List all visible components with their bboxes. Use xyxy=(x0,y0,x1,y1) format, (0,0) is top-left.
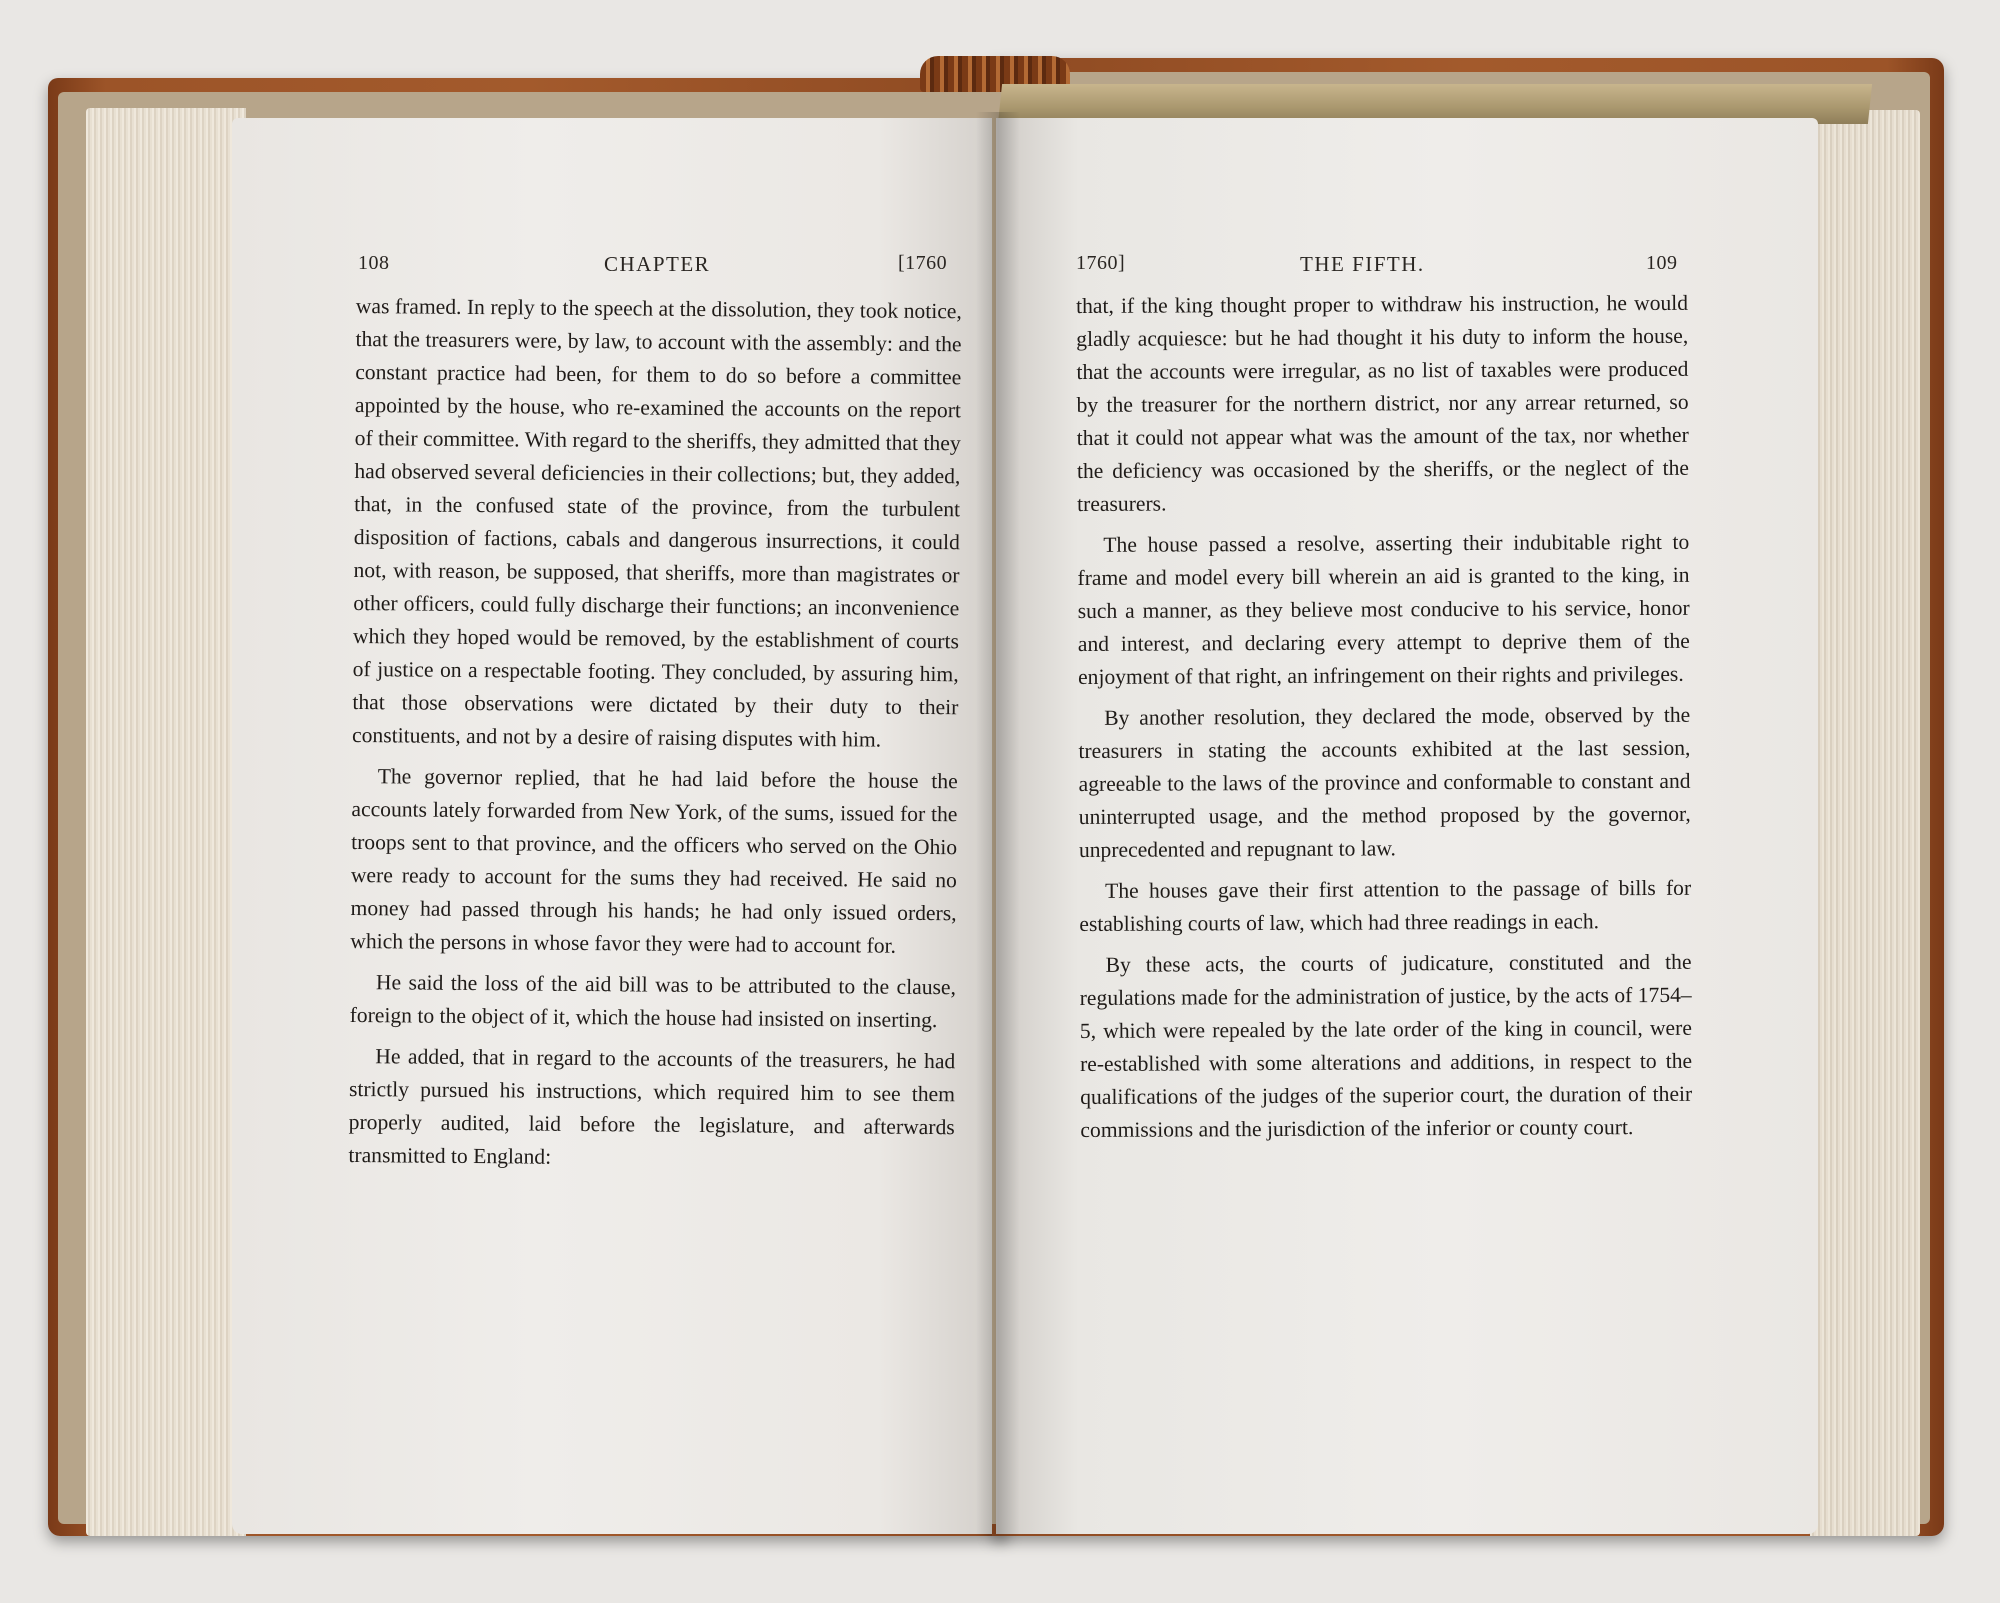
page-edges-right xyxy=(1810,110,1920,1536)
paragraph: By these acts, the courts of judicature, constituted and the regulations made for the administration of justice, by the acts of 1754–5, which were repealed by the late order of the king in council, were re-established with some alterations and additions, in respect to the qualifications of the judges of the superior court, the duration of their commissions and the jurisdiction of the inferior or county court. xyxy=(1079,949,1693,1142)
paragraph: The house passed a resolve, asserting their indubitable right to frame and model every bill wherein an aid is granted to the king, in such a manner, as they believe most conducive to his service, honor and interest, and declaring every attempt to deprive them of the enjoyment of that right, an infringement on their rights and privileges. xyxy=(1077,529,1690,689)
paragraph: was framed. In reply to the speech at the dissolution, they took notice, that the treasurers were, by law, to account with the assembly: and the constant practice had been, for them to do so before a committee appointed by the house, who re-examined the accounts on the report of their committee. With regard to the sheriffs, they admitted that they had observed several deficiencies in their collections; but, they added, that, in the confused state of the province, from the turbulent disposition of factions, cabals and dangerous insurrections, it could not, with reason, be supposed, that sheriffs, more than magistrates or other officers, could fully discharge their functions; an inconvenience which they hoped would be removed, by the establishment of courts of justice on a respectable footing. They concluded, by assuring him, that those observations were dictated by their duty to their constituents, and not by a desire of raising disputes with him. xyxy=(352,293,962,752)
book-gutter xyxy=(976,112,1020,1536)
paragraph: The houses gave their first attention to the passage of bills for establishing courts of law, which had three readings in each. xyxy=(1079,875,1692,936)
page-edges-left xyxy=(86,108,246,1536)
left-page-number: 108 xyxy=(358,252,390,274)
right-page-number: 109 xyxy=(1646,252,1678,274)
left-running-year: [1760 xyxy=(898,252,948,274)
right-running-year: 1760] xyxy=(1076,252,1126,274)
paragraph: By another resolution, they declared the mode, observed by the treasurers in stating the accounts exhibited at the last session, agreeable to the laws of the province and conformable to constant and uninterrupted usage, and the method proposed by the governor, unprecedented and repugnant to law. xyxy=(1078,702,1691,862)
paragraph: He said the loss of the aid bill was to be attributed to the clause, foreign to the object of it, which the house had insisted on inserting. xyxy=(349,970,957,1033)
left-running-title: CHAPTER xyxy=(604,252,711,276)
right-page-text xyxy=(1076,287,1692,1147)
right-running-title: THE FIFTH. xyxy=(1300,252,1425,276)
left-page-text xyxy=(348,290,962,1177)
paragraph: The governor replied, that he had laid before the house the accounts lately forwarded from New York, of the sums, issued for the troops sent to that province, and the officers who served on the Ohio were ready to account for the sums they had received. He said no money had passed through his hands; he had only issued orders, which the persons in whose favor they were had to account for. xyxy=(350,764,958,958)
paragraph: that, if the king thought proper to withdraw his instruction, he would gladly acquiesce: but he had thought it his duty to inform the house, that the accounts were irregular, as no list of taxables were produced by the treasurer for the northern district, nor any arrear returned, so that it could not appear what was the amount of the tax, nor whether the deficiency was occasioned by the sheriffs, or the neglect of the treasurers. xyxy=(1076,290,1690,516)
paragraph: He added, that in regard to the accounts of the treasurers, he had strictly pursued his instructions, which required him to see them properly audited, laid before the legislature, and afterwards transmitted to England: xyxy=(348,1044,956,1169)
